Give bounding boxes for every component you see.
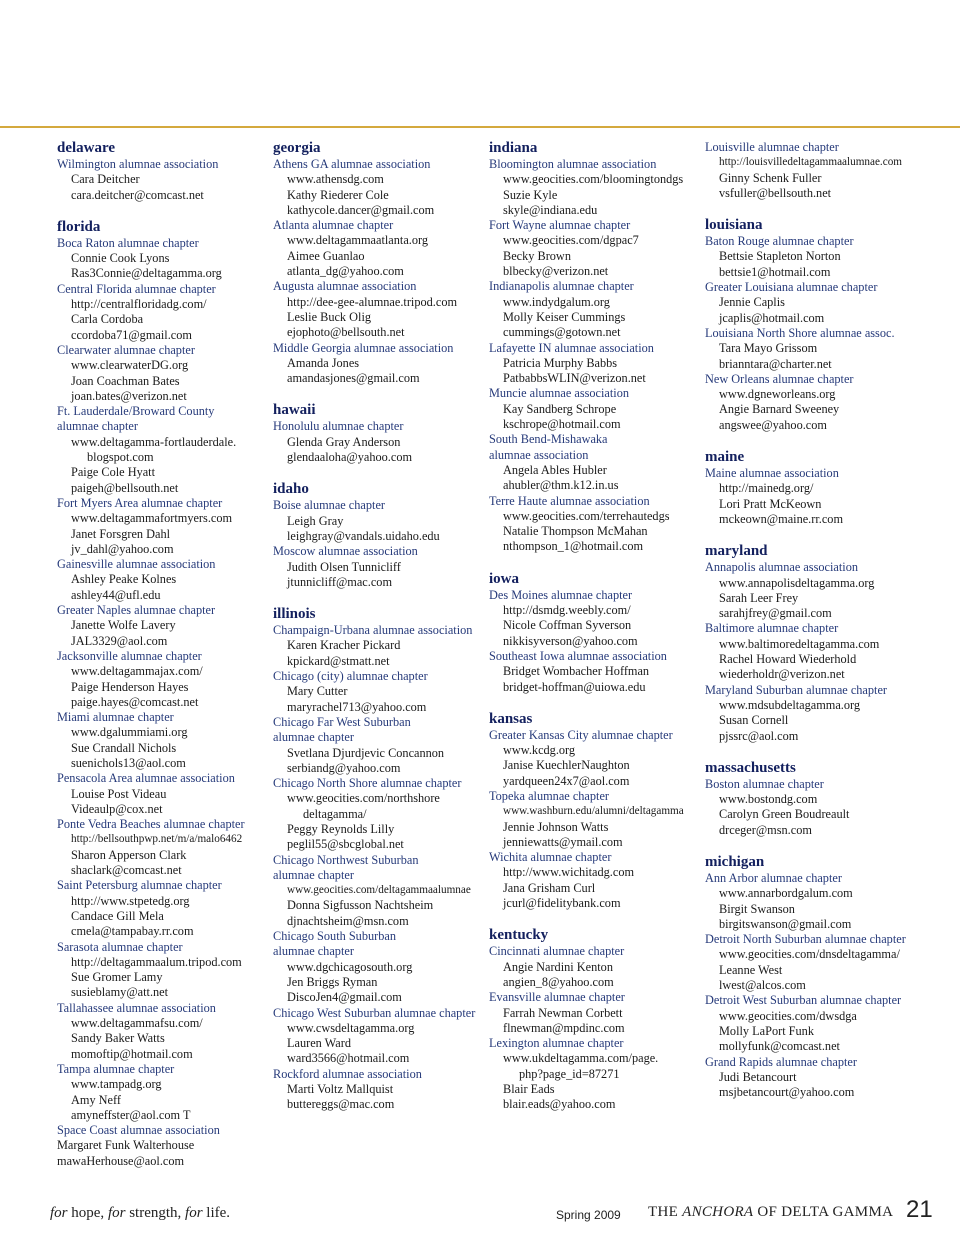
contact-detail: buttereggs@mac.com — [287, 1097, 395, 1112]
contact-detail: Videaulp@cox.net — [71, 801, 163, 816]
chapter-name: Maine alumnae association — [705, 466, 839, 481]
contact-detail: www.clearwaterDG.org — [71, 358, 189, 373]
contact-detail: Paige Henderson Hayes — [71, 679, 189, 694]
contact-detail: Amy Neff — [71, 1092, 121, 1107]
tagline-for-2: for — [107, 1205, 126, 1221]
chapter-name: Lexington alumnae chapter — [489, 1036, 624, 1051]
chapter-name: Annapolis alumnae association — [705, 560, 858, 575]
contact-detail: Sue Crandall Nichols — [71, 740, 177, 755]
magazine-title-post: OF DELTA GAMMA — [753, 1204, 894, 1220]
contact-detail: jv_dahl@yahoo.com — [71, 541, 174, 556]
contact-detail: peglil55@sbcglobal.net — [287, 837, 404, 852]
chapter-name: Greater Louisiana alumnae chapter — [705, 280, 878, 295]
contact-detail: Louise Post Videau — [71, 786, 167, 801]
contact-detail: www.deltagammafortmyers.com — [71, 511, 233, 526]
contact-detail: http://dee-gee-alumnae.tripod.com — [287, 294, 458, 309]
contact-detail: www.dgalummiami.org — [71, 725, 188, 740]
chapter-name: Lafayette IN alumnae association — [489, 340, 654, 355]
contact-detail: Nicole Coffman Syverson — [503, 618, 632, 633]
contact-detail: glendaaloha@yahoo.com — [287, 450, 413, 465]
contact-detail: Rachel Howard Wiederhold — [719, 652, 857, 667]
state-section — [273, 481, 485, 590]
chapter-name: Tampa alumnae chapter — [57, 1061, 175, 1076]
chapter-name: Fort Wayne alumnae chapter — [489, 218, 631, 233]
contact-detail: pjssrc@aol.com — [719, 728, 799, 743]
chapter-name: alumnae association — [489, 447, 589, 462]
contact-detail: nikkisyverson@yahoo.com — [503, 633, 638, 648]
contact-detail: Janise KuechlerNaughton — [503, 758, 630, 773]
state-heading: maryland — [705, 543, 768, 560]
chapter-name: Wilmington alumnae association — [57, 157, 219, 171]
contact-detail: brianntara@charter.net — [719, 356, 832, 371]
state-heading: indiana — [489, 140, 538, 156]
state-section — [273, 140, 485, 386]
contact-detail: http://www.wichitadg.com — [503, 865, 635, 880]
chapter-name: Evansville alumnae chapter — [489, 990, 625, 1005]
contact-detail: Judith Olsen Tunnicliff — [287, 559, 401, 574]
contact-detail: Angie Nardini Kenton — [503, 959, 613, 974]
chapter-name: Greater Kansas City alumnae chapter — [489, 727, 673, 742]
magazine-title-italic: ANCHORA — [682, 1204, 754, 1220]
contact-detail: Carla Cordoba — [71, 312, 144, 327]
state-section — [273, 402, 485, 465]
chapter-name: Baton Rouge alumnae chapter — [705, 234, 854, 249]
chapter-name: Indianapolis alumnae chapter — [489, 279, 634, 294]
chapter-name: Clearwater alumnae chapter — [57, 342, 195, 357]
contact-detail: ahubler@thm.k12.in.us — [503, 478, 619, 493]
contact-detail: Amanda Jones — [287, 355, 360, 370]
contact-detail: msjbetancourt@yahoo.com — [719, 1085, 855, 1100]
contact-detail: mckeown@maine.rr.com — [719, 511, 844, 526]
contact-detail: Leanne West — [719, 962, 783, 977]
contact-detail: Candace Gill Mela — [71, 908, 164, 923]
chapter-name: Sarasota alumnae chapter — [57, 939, 183, 954]
state-heading: kentucky — [489, 927, 549, 944]
contact-detail: blbecky@verizon.net — [503, 264, 609, 279]
contact-detail: maryrachel713@yahoo.com — [287, 699, 427, 714]
contact-detail: Birgit Swanson — [719, 901, 795, 916]
contact-detail: Judi Betancourt — [719, 1069, 797, 1084]
chapter-name: Wichita alumnae chapter — [489, 850, 612, 865]
chapter-name: Grand Rapids alumnae chapter — [705, 1054, 857, 1069]
contact-detail: cmela@tampabay.rr.com — [71, 924, 194, 939]
chapter-name: Athens GA alumnae association — [273, 157, 431, 171]
contact-detail: Bettsie Stapleton Norton — [719, 249, 841, 264]
state-section — [489, 927, 701, 1112]
chapter-name: Boise alumnae chapter — [273, 498, 385, 513]
contact-detail: http://centralfloridadg.com/ — [71, 297, 207, 312]
contact-detail: momoftip@hotmail.com — [71, 1046, 193, 1061]
contact-detail: www.kcdg.org — [503, 743, 576, 758]
chapter-name: Louisiana North Shore alumnae assoc. — [705, 325, 895, 340]
state-heading: illinois — [273, 606, 316, 623]
chapter-name: Jacksonville alumnae chapter — [57, 648, 202, 663]
chapter-name: Chicago Northwest Suburban — [273, 852, 419, 867]
tagline — [50, 1205, 230, 1222]
contact-detail: jcurl@fidelitybank.com — [503, 896, 621, 911]
contact-detail: mollyfunk@comcast.net — [719, 1039, 840, 1054]
contact-detail: kathycole.dancer@gmail.com — [287, 202, 435, 217]
contact-detail: Blair Eads — [503, 1082, 555, 1097]
contact-detail: serbiandg@yahoo.com — [287, 760, 401, 775]
chapter-name: Louisville alumnae chapter — [705, 140, 839, 154]
chapter-name: Baltimore alumnae chapter — [705, 621, 839, 636]
contact-detail: vsfuller@bellsouth.net — [719, 185, 832, 200]
chapter-name: New Orleans alumnae chapter — [705, 371, 854, 386]
contact-detail: www.deltagammafsu.com/ — [71, 1016, 203, 1031]
state-heading: kansas — [489, 710, 533, 727]
contact-detail: JAL3329@aol.com — [71, 633, 168, 648]
contact-detail: www.dgchicagosouth.org — [287, 959, 413, 974]
contact-detail: http://bellsouthpwp.net/m/a/malo6462 — [71, 833, 243, 846]
contact-detail: cummings@gotown.net — [503, 325, 621, 340]
contact-detail: Mary Cutter — [287, 684, 348, 699]
chapter-name: South Bend-Mishawaka — [489, 432, 608, 447]
chapter-name: Saint Petersburg alumnae chapter — [57, 878, 222, 893]
tagline-for-1: for — [50, 1205, 68, 1221]
chapter-name: Greater Naples alumnae chapter — [57, 603, 216, 618]
tagline-life: life. — [202, 1205, 231, 1221]
contact-detail: kschrope@hotmail.com — [503, 417, 621, 432]
contact-detail: PatbabbsWLIN@verizon.net — [503, 371, 646, 386]
chapter-name: Des Moines alumnae chapter — [489, 587, 633, 602]
contact-detail: mawaHerhouse@aol.com — [57, 1153, 185, 1168]
chapter-name: Boca Raton alumnae chapter — [57, 235, 199, 250]
page-footer — [0, 1195, 960, 1235]
chapter-name: Pensacola Area alumnae association — [57, 771, 235, 786]
chapter-name: Moscow alumnae association — [273, 544, 418, 559]
contact-detail: shaclark@comcast.net — [71, 863, 182, 878]
contact-detail: blogspot.com — [87, 450, 154, 465]
page-number: 21 — [906, 1196, 933, 1223]
contact-detail: Peggy Reynolds Lilly — [287, 821, 395, 836]
state-heading: hawaii — [273, 402, 316, 419]
contact-detail: Jen Briggs Ryman — [287, 974, 378, 989]
contact-detail: www.cwsdeltagamma.org — [287, 1020, 415, 1035]
contact-detail: Leigh Gray — [287, 513, 344, 528]
contact-detail: Glenda Gray Anderson — [287, 434, 401, 449]
contact-detail: deltagamma/ — [303, 806, 367, 821]
chapter-name: Ft. Lauderdale/Broward County — [57, 404, 215, 419]
contact-detail: www.indydgalum.org — [503, 294, 610, 309]
tagline-for-3: for — [185, 1205, 203, 1221]
contact-detail: Angie Barnard Sweeney — [719, 402, 840, 417]
contact-detail: www.annapolisdeltagamma.org — [719, 575, 875, 590]
chapter-name: Ponte Vedra Beaches alumnae chapter — [57, 817, 245, 832]
contact-detail: www.ukdeltagamma.com/page. — [503, 1051, 659, 1066]
chapter-name: Chicago South Suburban — [273, 929, 396, 944]
chapter-name: Detroit West Suburban alumnae chapter — [705, 993, 902, 1008]
contact-detail: Lori Pratt McKeown — [719, 496, 822, 511]
state-section — [705, 760, 935, 838]
chapter-name: Gainesville alumnae association — [57, 557, 216, 572]
chapter-name: Detroit North Suburban alumnae chapter — [705, 932, 906, 947]
contact-detail: Patricia Murphy Babbs — [503, 355, 618, 370]
state-section — [705, 854, 935, 1100]
contact-detail: www.deltagammajax.com/ — [71, 664, 203, 679]
chapter-name: Terre Haute alumnae association — [489, 493, 650, 508]
contact-detail: kpickard@stmatt.net — [287, 653, 390, 668]
contact-detail: Marti Voltz Mallquist — [287, 1082, 394, 1097]
contact-detail: flnewman@mpdinc.com — [503, 1020, 625, 1035]
contact-detail: bridget-hoffman@uiowa.edu — [503, 679, 646, 694]
contact-detail: skyle@indiana.edu — [503, 202, 598, 217]
contact-detail: Karen Kracher Pickard — [287, 638, 401, 653]
contact-detail: birgitswanson@gmail.com — [719, 916, 852, 931]
column-2 — [273, 140, 485, 1129]
state-heading: louisiana — [705, 217, 763, 234]
contact-detail: DiscoJen4@gmail.com — [287, 990, 402, 1005]
contact-detail: www.geocities.com/dwsdga — [719, 1008, 857, 1023]
contact-detail: blair.eads@yahoo.com — [503, 1097, 616, 1112]
chapter-name: Tallahassee alumnae association — [57, 1000, 216, 1015]
chapter-name: Fort Myers Area alumnae chapter — [57, 495, 223, 510]
contact-detail: Molly LaPort Funk — [719, 1023, 814, 1038]
tagline-strength: strength, — [125, 1205, 186, 1221]
contact-detail: cara.deitcher@comcast.net — [71, 187, 204, 202]
contact-detail: Bridget Wombacher Hoffman — [503, 664, 650, 679]
contact-detail: www.geocities.com/dnsdeltagamma/ — [719, 947, 900, 962]
contact-detail: Jana Grisham Curl — [503, 880, 596, 895]
contact-detail: www.washburn.edu/alumni/deltagamma — [503, 805, 684, 818]
contact-detail: www.geocities.com/bloomingtondgs — [503, 172, 684, 187]
column-3 — [489, 140, 701, 1129]
contact-detail: www.tampadg.org — [71, 1077, 162, 1092]
contact-detail: lwest@alcos.com — [719, 978, 806, 993]
chapter-name: Boston alumnae chapter — [705, 776, 824, 791]
contact-detail: http://deltagammaalum.tripod.com — [71, 954, 242, 969]
chapter-name: Middle Georgia alumnae association — [273, 340, 454, 355]
contact-detail: Sharon Apperson Clark — [71, 847, 187, 862]
chapter-name: Chicago (city) alumnae chapter — [273, 669, 428, 684]
contact-detail: www.baltimoredeltagamma.com — [719, 636, 880, 651]
contact-detail: www.deltagamma-fortlauderdale. — [71, 434, 237, 449]
contact-detail: http://louisvilledeltagammaalumnae.com — [719, 156, 902, 169]
chapter-name: Rockford alumnae association — [273, 1066, 422, 1081]
contact-detail: Joan Coachman Bates — [71, 373, 180, 388]
contact-detail: Lauren Ward — [287, 1036, 351, 1051]
contact-detail: www.athensdg.com — [287, 172, 384, 187]
chapter-name: Augusta alumnae association — [273, 279, 417, 294]
chapter-name: Chicago Far West Suburban — [273, 714, 411, 729]
contact-detail: nthompson_1@hotmail.com — [503, 539, 644, 554]
chapter-name: Cincinnati alumnae chapter — [489, 944, 625, 959]
contact-detail: paigeh@bellsouth.net — [71, 480, 179, 495]
state-section — [489, 140, 701, 555]
contact-detail: jcaplis@hotmail.com — [719, 310, 825, 325]
state-section — [273, 606, 485, 1113]
contact-detail: Donna Sigfusson Nachtsheim — [287, 898, 434, 913]
state-section — [705, 217, 935, 433]
contact-detail: www.bostondg.com — [719, 792, 818, 807]
state-section — [705, 140, 935, 201]
state-section — [57, 219, 269, 1169]
contact-detail: www.dgneworleans.org — [719, 387, 836, 402]
chapter-name: Bloomington alumnae association — [489, 157, 657, 171]
state-heading: iowa — [489, 570, 519, 587]
contact-detail: paige.hayes@comcast.net — [71, 694, 199, 709]
chapter-name: Miami alumnae chapter — [57, 710, 174, 725]
issue-date: Spring 2009 — [556, 1208, 621, 1222]
contact-detail: Ashley Peake Kolnes — [71, 572, 177, 587]
contact-detail: Aimee Guanlao — [287, 248, 365, 263]
contact-detail: www.geocities.com/deltagammaalumnae — [287, 884, 471, 897]
contact-detail: http://mainedg.org/ — [719, 481, 814, 496]
state-heading: massachusetts — [705, 759, 796, 776]
contact-detail: Cara Deitcher — [71, 172, 140, 187]
contact-detail: ejophoto@bellsouth.net — [287, 325, 405, 340]
chapter-name: Southeast Iowa alumnae association — [489, 648, 667, 663]
contact-detail: wiederholdr@verizon.net — [719, 667, 845, 682]
column-1 — [57, 140, 269, 1185]
chapter-name: alumnae chapter — [273, 730, 354, 745]
contact-detail: www.geocities.com/dgpac7 — [503, 233, 639, 248]
contact-detail: www.deltagammaatlanta.org — [287, 233, 429, 248]
contact-detail: djnachtsheim@msn.com — [287, 913, 409, 928]
state-heading: florida — [57, 218, 101, 235]
contact-detail: www.geocities.com/northshore — [287, 791, 440, 806]
chapter-name: Maryland Suburban alumnae chapter — [705, 682, 887, 697]
contact-detail: jenniewatts@ymail.com — [503, 834, 623, 849]
chapter-name: Muncie alumnae association — [489, 386, 630, 401]
contact-detail: leighgray@vandals.uidaho.edu — [287, 528, 440, 543]
contact-detail: yardqueen24x7@aol.com — [503, 773, 630, 788]
contact-detail: Angela Ables Hubler — [503, 462, 607, 477]
contact-detail: Suzie Kyle — [503, 187, 558, 202]
state-section — [57, 140, 269, 203]
state-section — [489, 711, 701, 912]
contact-detail: amyneffster@aol.com T — [71, 1107, 191, 1122]
contact-detail: suenichols13@aol.com — [71, 755, 186, 770]
contact-detail: angswee@yahoo.com — [719, 417, 827, 432]
contact-detail: susieblamy@att.net — [71, 985, 169, 1000]
chapter-name: Space Coast alumnae association — [57, 1123, 220, 1138]
contact-detail: www.mdsubdeltagamma.org — [719, 697, 861, 712]
contact-detail: Farrah Newman Corbett — [503, 1005, 623, 1020]
contact-detail: atlanta_dg@yahoo.com — [287, 264, 404, 279]
contact-detail: drceger@msn.com — [719, 822, 812, 837]
contact-detail: Ras3Connie@deltagamma.org — [71, 266, 222, 281]
magazine-title-pre: THE — [648, 1204, 683, 1220]
contact-detail: Janet Forsgren Dahl — [71, 526, 171, 541]
contact-detail: Carolyn Green Boudreault — [719, 807, 850, 822]
contact-detail: Kay Sandberg Schrope — [503, 401, 617, 416]
chapter-name: alumnae chapter — [273, 944, 354, 959]
state-section — [705, 449, 935, 527]
contact-detail: ward3566@hotmail.com — [287, 1051, 410, 1066]
contact-detail: Ginny Schenk Fuller — [719, 170, 822, 185]
contact-detail: Sue Gromer Lamy — [71, 970, 163, 985]
contact-detail: Tara Mayo Grissom — [719, 341, 818, 356]
state-heading: idaho — [273, 481, 309, 498]
contact-detail: Susan Cornell — [719, 713, 789, 728]
contact-detail: Janette Wolfe Lavery — [71, 618, 176, 633]
state-section — [705, 543, 935, 744]
contact-detail: Paige Cole Hyatt — [71, 465, 156, 480]
contact-detail: ashley44@ufl.edu — [71, 587, 161, 602]
contact-detail: joan.bates@verizon.net — [71, 388, 187, 403]
chapter-name: alumnae chapter — [57, 419, 138, 434]
contact-detail: Natalie Thompson McMahan — [503, 524, 648, 539]
state-heading: delaware — [57, 140, 116, 156]
contact-detail: www.geocities.com/terrehautedgs — [503, 508, 670, 523]
chapter-name: Ann Arbor alumnae chapter — [705, 870, 842, 885]
state-heading: maine — [705, 449, 745, 466]
state-section — [489, 571, 701, 695]
contact-detail: Sandy Baker Watts — [71, 1031, 165, 1046]
contact-detail: jtunnicliff@mac.com — [287, 574, 393, 589]
contact-detail: Connie Cook Lyons — [71, 251, 170, 266]
contact-detail: ccordoba71@gmail.com — [71, 327, 192, 342]
magazine-title — [648, 1204, 893, 1221]
chapter-name: Atlanta alumnae chapter — [273, 218, 394, 233]
tagline-hope: hope, — [67, 1205, 108, 1221]
contact-detail: www.annarbordgalum.com — [719, 886, 853, 901]
contact-detail: Molly Keiser Cummings — [503, 309, 626, 324]
contact-detail: sarahjfrey@gmail.com — [719, 606, 832, 621]
contact-detail: Kathy Riederer Cole — [287, 187, 389, 202]
contact-detail: Sarah Leer Frey — [719, 590, 799, 605]
contact-detail: Margaret Funk Walterhouse — [57, 1138, 195, 1153]
state-heading: georgia — [273, 140, 321, 156]
contact-detail: angien_8@yahoo.com — [503, 974, 614, 989]
state-heading: michigan — [705, 853, 765, 870]
contact-detail: Svetlana Djurdjevic Concannon — [287, 745, 445, 760]
contact-detail: Leslie Buck Olig — [287, 309, 372, 324]
chapter-name: alumnae chapter — [273, 867, 354, 882]
contact-detail: http://www.stpetedg.org — [71, 893, 190, 908]
contact-detail: Jennie Johnson Watts — [503, 819, 609, 834]
contact-detail: Becky Brown — [503, 248, 571, 263]
chapter-name: Champaign-Urbana alumnae association — [273, 623, 473, 638]
contact-detail: bettsie1@hotmail.com — [719, 264, 831, 279]
contact-detail: http://dsmdg.weebly.com/ — [503, 603, 631, 618]
column-4 — [705, 140, 935, 1116]
contact-detail: php?page_id=87271 — [519, 1066, 620, 1081]
contact-detail: amandasjones@gmail.com — [287, 371, 420, 386]
chapter-name: Central Florida alumnae chapter — [57, 281, 216, 296]
chapter-name: Topeka alumnae chapter — [489, 788, 609, 803]
contact-detail: Jennie Caplis — [719, 295, 785, 310]
chapter-name: Honolulu alumnae chapter — [273, 419, 404, 434]
chapter-name: Chicago West Suburban alumnae chapter — [273, 1005, 476, 1020]
chapter-name: Chicago North Shore alumnae chapter — [273, 776, 462, 791]
